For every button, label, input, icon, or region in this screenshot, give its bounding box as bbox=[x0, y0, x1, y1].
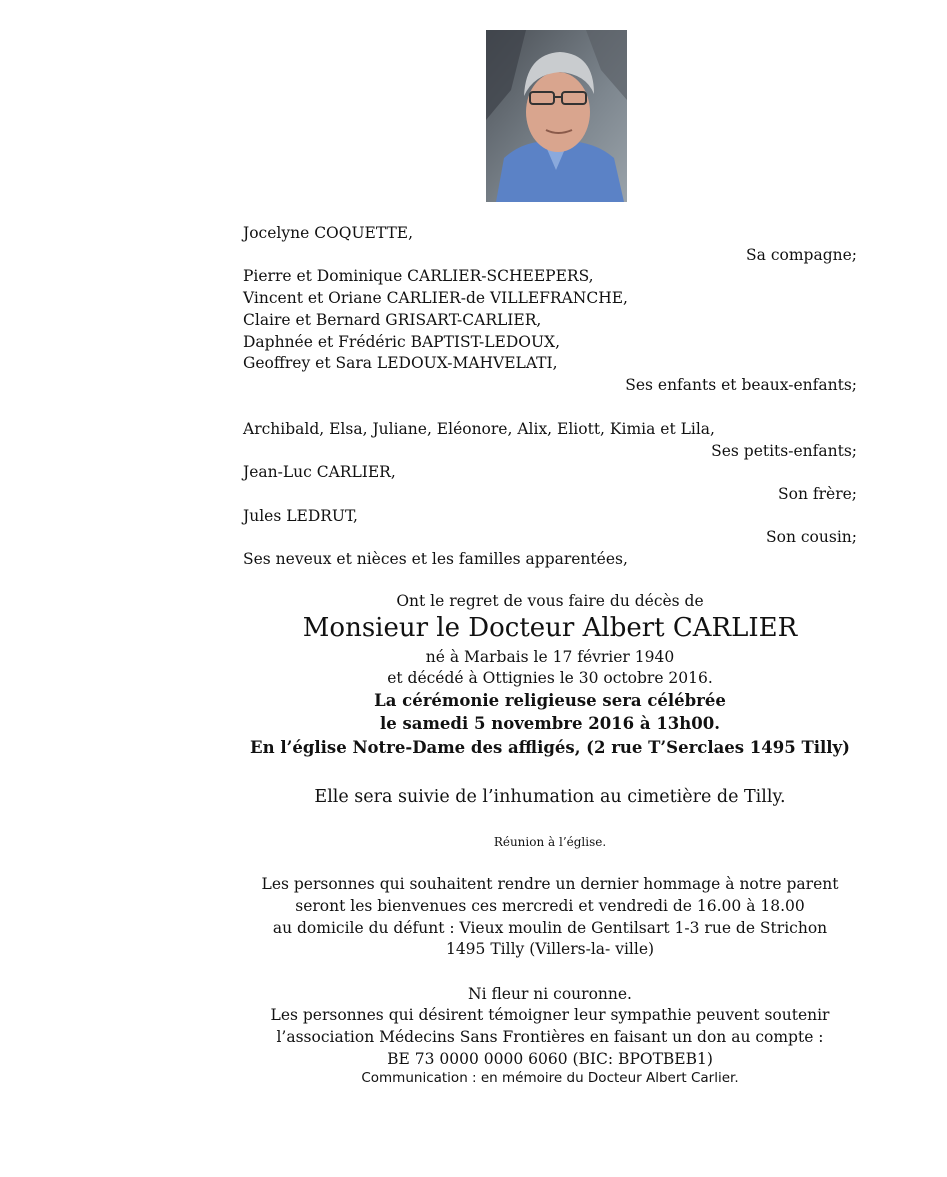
cousin-role: Son cousin; bbox=[766, 528, 857, 546]
death-info: et décédé à Ottignies le 30 octobre 2016. bbox=[387, 669, 713, 687]
ceremony-line: La cérémonie religieuse sera célébrée bbox=[374, 691, 726, 710]
visit-line: au domicile du défunt : Vieux moulin de Gentilsart 1-3 rue de Strichon bbox=[272, 919, 828, 937]
children-role: Ses enfants et beaux-enfants; bbox=[625, 376, 857, 394]
child-line: Daphnée et Frédéric BAPTIST-LEDOUX, bbox=[243, 333, 561, 351]
visit-line: Les personnes qui souhaitent rendre un dernier hommage à notre parent bbox=[261, 875, 839, 893]
donation-line: l’association Médecins Sans Frontières en faisant un don au compte : bbox=[276, 1028, 824, 1046]
grandchildren-role: Ses petits-enfants; bbox=[711, 442, 857, 460]
ceremony-location: En l’église Notre-Dame des affligés, (2 rue T’Serclaes 1495 Tilly) bbox=[250, 738, 850, 757]
extended-family: Ses neveux et nièces et les familles apparentées, bbox=[243, 550, 628, 568]
grandchildren-names: Archibald, Elsa, Juliane, Eléonore, Alix, Eliott, Kimia et Lila, bbox=[243, 420, 715, 438]
meeting-info: Réunion à l’église. bbox=[493, 835, 607, 849]
child-line: Claire et Bernard GRISART-CARLIER, bbox=[243, 311, 542, 329]
cousin-name: Jules LEDRUT, bbox=[243, 507, 358, 525]
brother-role: Son frère; bbox=[778, 485, 857, 503]
bank-account: BE 73 0000 0000 6060 (BIC: BPOTBEB1) bbox=[387, 1050, 713, 1068]
birth-info: né à Marbais le 17 février 1940 bbox=[425, 648, 675, 666]
portrait-photo bbox=[486, 30, 627, 202]
child-line: Geoffrey et Sara LEDOUX-MAHVELATI, bbox=[243, 354, 558, 372]
child-line: Vincent et Oriane CARLIER-de VILLEFRANCHE, bbox=[243, 289, 628, 307]
deceased-name: Monsieur le Docteur Albert CARLIER bbox=[302, 613, 798, 643]
communication-note: Communication : en mémoire du Docteur Albert Carlier. bbox=[361, 1070, 739, 1086]
announcement-intro: Ont le regret de vous faire du décès de bbox=[396, 592, 704, 610]
brother-name: Jean-Luc CARLIER, bbox=[243, 463, 396, 481]
donation-line: Les personnes qui désirent témoigner leur sympathie peuvent soutenir bbox=[270, 1006, 830, 1024]
burial-info: Elle sera suivie de l’inhumation au cimetière de Tilly. bbox=[314, 787, 786, 807]
child-line: Pierre et Dominique CARLIER-SCHEEPERS, bbox=[243, 267, 594, 285]
companion-name: Jocelyne COQUETTE, bbox=[243, 224, 414, 242]
visit-line: seront les bienvenues ces mercredi et vendredi de 16.00 à 18.00 bbox=[295, 897, 805, 915]
ceremony-date: le samedi 5 novembre 2016 à 13h00. bbox=[379, 714, 720, 733]
donation-line: Ni fleur ni couronne. bbox=[468, 985, 632, 1003]
companion-role: Sa compagne; bbox=[746, 246, 857, 264]
visit-line: 1495 Tilly (Villers-la- ville) bbox=[445, 940, 655, 958]
